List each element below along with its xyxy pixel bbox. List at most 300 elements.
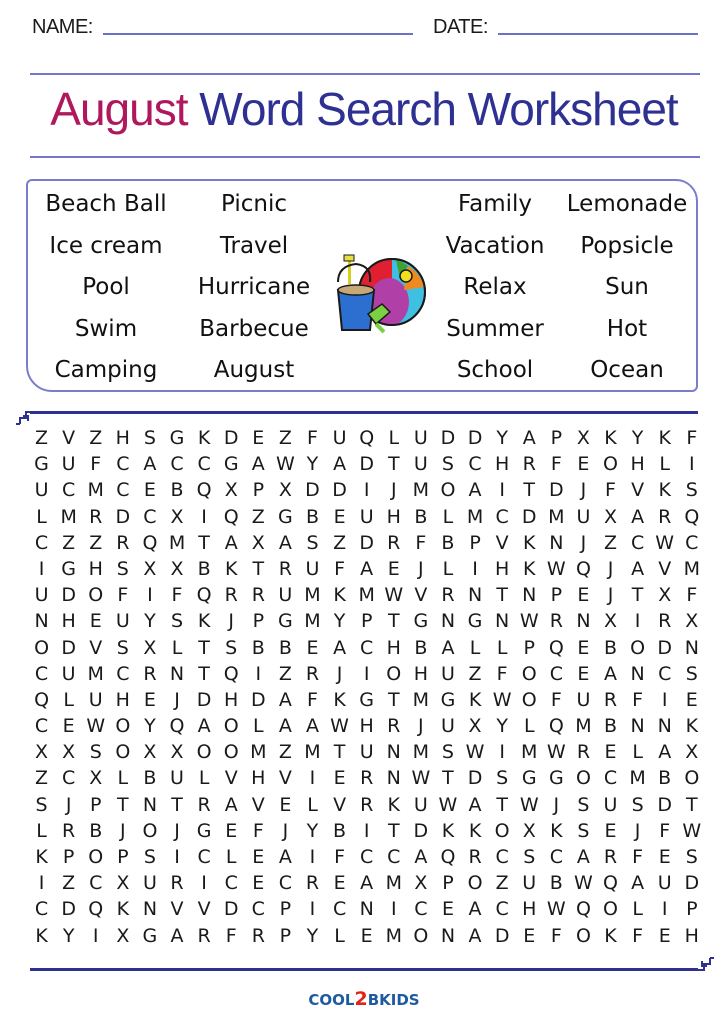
grid-letter[interactable]: T xyxy=(631,584,644,607)
grid-letter[interactable]: X xyxy=(35,741,49,764)
grid-letter[interactable]: R xyxy=(116,531,130,554)
grid-letter[interactable]: Q xyxy=(575,557,591,580)
grid-letter[interactable]: X xyxy=(89,767,103,790)
grid-letter[interactable]: I xyxy=(309,767,316,790)
grid-letter[interactable]: G xyxy=(223,453,239,476)
grid-letter[interactable]: B xyxy=(414,505,428,528)
grid-letter[interactable]: I xyxy=(661,898,668,921)
grid-letter[interactable]: E xyxy=(523,924,536,947)
grid-letter[interactable]: Q xyxy=(88,898,104,921)
grid-letter[interactable]: W xyxy=(546,741,566,764)
grid-letter[interactable]: F xyxy=(550,453,562,476)
grid-letter[interactable]: Q xyxy=(440,846,456,868)
grid-letter[interactable]: Y xyxy=(333,610,346,633)
grid-letter[interactable]: T xyxy=(252,557,265,580)
grid-letter[interactable]: T xyxy=(387,819,400,842)
grid-letter[interactable]: S xyxy=(496,767,509,790)
grid-letter[interactable]: K xyxy=(116,898,130,921)
grid-letter[interactable]: L xyxy=(442,505,454,528)
grid-letter[interactable]: D xyxy=(359,453,374,476)
grid-letter[interactable]: Z xyxy=(35,767,49,790)
grid-letter[interactable]: Z xyxy=(333,531,347,554)
grid-letter[interactable]: C xyxy=(62,479,76,502)
grid-letter[interactable]: M xyxy=(683,557,700,580)
grid-letter[interactable]: K xyxy=(468,819,482,842)
grid-letter[interactable]: Z xyxy=(278,662,292,685)
grid-letter[interactable]: B xyxy=(278,636,292,659)
grid-letter[interactable]: L xyxy=(388,427,400,449)
grid-letter[interactable]: L xyxy=(632,741,643,764)
grid-letter[interactable]: M xyxy=(250,741,267,764)
grid-letter[interactable]: A xyxy=(631,872,645,895)
grid-letter[interactable]: X xyxy=(143,636,157,659)
grid-letter[interactable]: H xyxy=(115,427,130,449)
grid-letter[interactable]: L xyxy=(171,636,183,659)
grid-letter[interactable]: U xyxy=(61,453,76,476)
grid-letter[interactable]: C xyxy=(116,479,130,502)
grid-letter[interactable]: M xyxy=(412,688,430,711)
grid-letter[interactable]: K xyxy=(604,924,617,947)
grid-letter[interactable]: X xyxy=(278,479,292,502)
grid-letter[interactable]: P xyxy=(117,846,129,868)
grid-letter[interactable]: R xyxy=(603,688,618,711)
grid-letter[interactable]: N xyxy=(359,898,374,921)
grid-letter[interactable]: X xyxy=(143,557,157,580)
grid-letter[interactable]: F xyxy=(415,531,427,554)
grid-letter[interactable]: V xyxy=(224,767,238,790)
grid-letter[interactable]: M xyxy=(87,662,104,685)
grid-letter[interactable]: A xyxy=(251,453,265,476)
grid-letter[interactable]: C xyxy=(34,898,49,921)
grid-letter[interactable]: C xyxy=(89,872,103,895)
grid-letter[interactable]: X xyxy=(62,741,76,764)
grid-letter[interactable]: N xyxy=(684,636,699,659)
grid-letter[interactable]: C xyxy=(197,453,211,476)
grid-letter[interactable]: Z xyxy=(604,531,618,554)
grid-letter[interactable]: K xyxy=(604,427,617,449)
grid-letter[interactable]: E xyxy=(387,557,400,580)
grid-letter[interactable]: G xyxy=(467,610,483,633)
grid-letter[interactable]: K xyxy=(523,531,536,554)
grid-letter[interactable]: H xyxy=(630,453,645,476)
grid-letter[interactable]: X xyxy=(522,819,536,842)
grid-letter[interactable]: G xyxy=(278,505,293,528)
grid-letter[interactable]: K xyxy=(658,427,671,449)
grid-letter[interactable]: U xyxy=(332,427,347,449)
grid-letter[interactable]: O xyxy=(115,741,131,764)
grid-letter[interactable]: Q xyxy=(223,505,239,528)
grid-letter[interactable]: Y xyxy=(306,819,319,842)
grid-letter[interactable]: T xyxy=(387,453,400,476)
grid-letter[interactable]: R xyxy=(658,610,672,633)
grid-letter[interactable]: S xyxy=(523,846,536,868)
grid-letter[interactable]: R xyxy=(251,924,265,947)
grid-letter[interactable]: P xyxy=(550,584,563,607)
grid-letter[interactable]: I xyxy=(309,898,316,921)
grid-letter[interactable]: Z xyxy=(35,427,49,449)
grid-letter[interactable]: E xyxy=(143,479,156,502)
grid-letter[interactable]: N xyxy=(142,898,158,921)
grid-letter[interactable]: N xyxy=(440,924,456,947)
grid-letter[interactable]: E xyxy=(333,767,346,790)
grid-letter[interactable]: D xyxy=(467,767,483,790)
grid-letter[interactable]: C xyxy=(387,846,401,868)
grid-letter[interactable]: E xyxy=(252,872,265,895)
grid-letter[interactable]: D xyxy=(549,479,564,502)
grid-letter[interactable]: D xyxy=(115,505,131,528)
grid-letter[interactable]: F xyxy=(90,453,102,476)
grid-letter[interactable]: C xyxy=(224,872,238,895)
grid-letter[interactable]: E xyxy=(89,610,102,633)
grid-letter[interactable]: S xyxy=(441,741,454,764)
grid-letter[interactable]: J xyxy=(607,557,614,580)
grid-letter[interactable]: Z xyxy=(468,662,482,685)
grid-letter[interactable]: N xyxy=(386,741,401,764)
grid-letter[interactable]: S xyxy=(116,557,129,580)
grid-letter[interactable]: E xyxy=(577,636,590,659)
grid-letter[interactable]: Z xyxy=(251,505,265,528)
grid-letter[interactable]: A xyxy=(278,715,292,738)
grid-letter[interactable]: W xyxy=(438,793,458,816)
grid-letter[interactable]: L xyxy=(117,767,129,790)
grid-letter[interactable]: M xyxy=(60,505,77,528)
date-field-line[interactable] xyxy=(498,33,698,35)
grid-letter[interactable]: C xyxy=(332,898,347,921)
grid-letter[interactable]: K xyxy=(658,479,671,502)
grid-letter[interactable]: O xyxy=(440,479,456,502)
grid-letter[interactable]: F xyxy=(225,924,237,947)
grid-letter[interactable]: L xyxy=(225,846,237,868)
grid-letter[interactable]: B xyxy=(305,505,319,528)
grid-letter[interactable]: F xyxy=(171,584,183,607)
grid-letter[interactable]: K xyxy=(35,924,48,947)
grid-letter[interactable]: F xyxy=(605,479,616,502)
grid-letter[interactable]: B xyxy=(333,819,347,842)
grid-letter[interactable]: A xyxy=(278,846,292,868)
grid-letter[interactable]: S xyxy=(143,427,156,449)
grid-letter[interactable]: M xyxy=(548,505,565,528)
grid-letter[interactable]: R xyxy=(387,715,401,738)
grid-letter[interactable]: K xyxy=(523,557,536,580)
grid-letter[interactable]: H xyxy=(251,767,266,790)
grid-letter[interactable]: Y xyxy=(631,427,644,449)
grid-letter[interactable]: E xyxy=(658,846,671,868)
grid-letter[interactable]: K xyxy=(333,688,346,711)
grid-letter[interactable]: S xyxy=(225,636,238,659)
grid-letter[interactable]: W xyxy=(411,767,431,790)
grid-letter[interactable]: O xyxy=(196,741,212,764)
grid-letter[interactable]: S xyxy=(116,636,129,659)
grid-letter[interactable]: X xyxy=(658,584,672,607)
grid-letter[interactable]: J xyxy=(65,793,72,816)
grid-letter[interactable]: E xyxy=(441,898,454,921)
grid-letter[interactable]: K xyxy=(224,557,238,580)
grid-letter[interactable]: Y xyxy=(144,610,156,633)
grid-letter[interactable]: L xyxy=(63,688,74,711)
grid-letter[interactable]: Q xyxy=(169,715,185,738)
grid-letter[interactable]: A xyxy=(576,846,590,868)
grid-letter[interactable]: W xyxy=(519,610,539,633)
grid-letter[interactable]: O xyxy=(575,924,591,947)
grid-letter[interactable]: A xyxy=(631,557,645,580)
grid-letter[interactable]: G xyxy=(196,819,212,842)
grid-letter[interactable]: M xyxy=(304,741,321,764)
grid-letter[interactable]: R xyxy=(278,557,292,580)
grid-letter[interactable]: O xyxy=(575,767,591,790)
grid-letter[interactable]: D xyxy=(521,505,537,528)
grid-letter[interactable]: X xyxy=(170,505,184,528)
grid-letter[interactable]: I xyxy=(363,662,370,685)
grid-letter[interactable]: P xyxy=(469,531,481,554)
grid-letter[interactable]: O xyxy=(521,662,537,685)
grid-letter[interactable]: U xyxy=(359,741,374,764)
grid-letter[interactable]: D xyxy=(250,688,266,711)
grid-letter[interactable]: X xyxy=(685,610,699,633)
grid-letter[interactable]: T xyxy=(523,479,536,502)
grid-letter[interactable]: H xyxy=(224,688,239,711)
grid-letter[interactable]: V xyxy=(251,793,265,816)
grid-letter[interactable]: R xyxy=(170,872,184,895)
grid-letter[interactable]: R xyxy=(305,872,320,895)
grid-letter[interactable]: N xyxy=(657,715,672,738)
grid-letter[interactable]: N xyxy=(169,662,185,685)
grid-letter[interactable]: U xyxy=(142,872,157,895)
grid-letter[interactable]: O xyxy=(630,636,646,659)
grid-letter[interactable]: H xyxy=(494,557,510,580)
grid-letter[interactable]: O xyxy=(494,819,510,842)
grid-letter[interactable]: L xyxy=(469,636,481,659)
grid-letter[interactable]: C xyxy=(360,846,374,868)
grid-letter[interactable]: J xyxy=(174,688,180,711)
grid-letter[interactable]: F xyxy=(632,846,644,868)
grid-letter[interactable]: T xyxy=(198,531,210,554)
grid-letter[interactable]: A xyxy=(333,453,347,476)
grid-letter[interactable]: O xyxy=(467,872,483,895)
grid-letter[interactable]: L xyxy=(36,505,47,528)
grid-letter[interactable]: N xyxy=(630,715,645,738)
grid-letter[interactable]: A xyxy=(468,793,482,816)
grid-letter[interactable]: J xyxy=(120,819,126,842)
grid-letter[interactable]: P xyxy=(360,610,373,633)
grid-letter[interactable]: M xyxy=(385,924,402,947)
grid-letter[interactable]: X xyxy=(576,427,590,449)
grid-letter[interactable]: U xyxy=(413,427,428,449)
grid-letter[interactable]: I xyxy=(472,557,478,580)
grid-letter[interactable]: K xyxy=(387,793,400,816)
grid-letter[interactable]: S xyxy=(631,793,644,816)
grid-letter[interactable]: O xyxy=(223,741,239,764)
grid-letter[interactable]: J xyxy=(607,584,614,607)
grid-letter[interactable]: O xyxy=(603,898,618,921)
grid-letter[interactable]: E xyxy=(360,924,373,947)
grid-letter[interactable]: H xyxy=(494,453,510,476)
grid-letter[interactable]: C xyxy=(495,846,509,868)
grid-letter[interactable]: M xyxy=(521,741,538,764)
grid-letter[interactable]: E xyxy=(62,715,75,738)
grid-letter[interactable]: R xyxy=(251,584,265,607)
grid-letter[interactable]: I xyxy=(255,662,262,685)
grid-letter[interactable]: N xyxy=(440,610,456,633)
grid-letter[interactable]: D xyxy=(223,427,239,449)
grid-letter[interactable]: M xyxy=(304,584,321,607)
grid-letter[interactable]: P xyxy=(686,898,698,921)
grid-letter[interactable]: M xyxy=(385,872,402,895)
grid-letter[interactable]: E xyxy=(577,453,590,476)
grid-letter[interactable]: K xyxy=(197,610,211,633)
grid-letter[interactable]: Z xyxy=(278,741,292,764)
grid-letter[interactable]: A xyxy=(631,505,645,528)
grid-letter[interactable]: B xyxy=(658,767,672,790)
grid-letter[interactable]: T xyxy=(442,767,454,790)
grid-letter[interactable]: J xyxy=(418,715,424,738)
grid-letter[interactable]: J xyxy=(336,662,343,685)
grid-letter[interactable]: Z xyxy=(89,531,103,554)
grid-letter[interactable]: I xyxy=(499,741,505,764)
grid-letter[interactable]: Q xyxy=(684,505,700,528)
grid-letter[interactable]: R xyxy=(197,924,211,947)
grid-letter[interactable]: R xyxy=(62,819,76,842)
grid-letter[interactable]: A xyxy=(414,846,428,868)
grid-letter[interactable]: D xyxy=(467,427,483,449)
grid-letter[interactable]: W xyxy=(546,898,566,921)
grid-letter[interactable]: R xyxy=(387,531,401,554)
grid-letter[interactable]: U xyxy=(170,767,184,790)
grid-letter[interactable]: C xyxy=(630,531,645,554)
grid-letter[interactable]: A xyxy=(658,741,672,764)
grid-letter[interactable]: H xyxy=(386,636,401,659)
grid-letter[interactable]: I xyxy=(147,584,153,607)
grid-letter[interactable]: E xyxy=(143,688,156,711)
grid-letter[interactable]: B xyxy=(441,531,455,554)
grid-letter[interactable]: Y xyxy=(496,427,508,449)
grid-letter[interactable]: I xyxy=(92,924,99,947)
grid-letter[interactable]: F xyxy=(117,584,129,607)
grid-letter[interactable]: J xyxy=(634,819,641,842)
grid-letter[interactable]: T xyxy=(496,793,508,816)
grid-letter[interactable]: L xyxy=(632,898,643,921)
grid-letter[interactable]: W xyxy=(384,584,404,607)
grid-letter[interactable]: B xyxy=(89,819,103,842)
grid-letter[interactable]: S xyxy=(577,793,590,816)
grid-letter[interactable]: N xyxy=(467,584,483,607)
grid-letter[interactable]: F xyxy=(686,584,698,607)
grid-letter[interactable]: E xyxy=(604,741,617,764)
grid-letter[interactable]: G xyxy=(142,924,158,947)
grid-letter[interactable]: Q xyxy=(196,479,212,502)
grid-letter[interactable]: V xyxy=(197,898,211,921)
grid-letter[interactable]: O xyxy=(34,636,50,659)
grid-letter[interactable]: X xyxy=(143,741,157,764)
grid-letter[interactable]: Q xyxy=(575,898,591,921)
grid-letter[interactable]: H xyxy=(522,898,537,921)
grid-letter[interactable]: X xyxy=(116,924,130,947)
grid-letter[interactable]: Y xyxy=(62,924,75,947)
grid-letter[interactable]: L xyxy=(442,557,454,580)
grid-letter[interactable]: V xyxy=(278,767,292,790)
grid-letter[interactable]: P xyxy=(90,793,102,816)
grid-letter[interactable]: T xyxy=(685,793,698,816)
grid-letter[interactable]: I xyxy=(201,505,207,528)
grid-letter[interactable]: A xyxy=(441,636,455,659)
grid-letter[interactable]: W xyxy=(519,793,539,816)
grid-letter[interactable]: C xyxy=(603,767,618,790)
grid-letter[interactable]: M xyxy=(304,610,321,633)
grid-letter[interactable]: C xyxy=(549,846,563,868)
grid-letter[interactable]: U xyxy=(440,715,455,738)
grid-letter[interactable]: X xyxy=(224,479,238,502)
grid-letter[interactable]: I xyxy=(38,557,45,580)
grid-letter[interactable]: F xyxy=(550,688,562,711)
grid-letter[interactable]: R xyxy=(441,584,455,607)
grid-letter[interactable]: E xyxy=(333,505,346,528)
grid-letter[interactable]: E xyxy=(306,636,319,659)
grid-letter[interactable]: I xyxy=(174,846,180,868)
grid-letter[interactable]: Z xyxy=(278,427,292,449)
grid-letter[interactable]: M xyxy=(575,715,592,738)
grid-letter[interactable]: W xyxy=(546,557,566,580)
grid-letter[interactable]: M xyxy=(358,584,375,607)
grid-letter[interactable]: N xyxy=(522,584,537,607)
grid-letter[interactable]: B xyxy=(603,636,618,659)
grid-letter[interactable]: D xyxy=(494,924,510,947)
grid-letter[interactable]: E xyxy=(252,427,265,449)
grid-letter[interactable]: M xyxy=(629,767,646,790)
grid-letter[interactable]: C xyxy=(197,846,211,868)
grid-letter[interactable]: Q xyxy=(359,427,375,449)
grid-letter[interactable]: C xyxy=(549,662,563,685)
grid-letter[interactable]: I xyxy=(634,610,641,633)
grid-letter[interactable]: C xyxy=(34,715,49,738)
grid-letter[interactable]: U xyxy=(413,793,428,816)
grid-letter[interactable]: G xyxy=(278,610,293,633)
grid-letter[interactable]: O xyxy=(115,715,131,738)
grid-letter[interactable]: H xyxy=(61,610,76,633)
grid-letter[interactable]: N xyxy=(576,610,591,633)
grid-letter[interactable]: B xyxy=(603,715,618,738)
grid-letter[interactable]: U xyxy=(657,872,672,895)
grid-letter[interactable]: S xyxy=(685,662,698,685)
grid-letter[interactable]: G xyxy=(34,453,49,476)
grid-letter[interactable]: D xyxy=(61,584,76,607)
grid-letter[interactable]: G xyxy=(169,427,185,449)
grid-letter[interactable]: H xyxy=(88,557,103,580)
grid-letter[interactable]: T xyxy=(117,793,129,816)
grid-letter[interactable]: G xyxy=(61,557,76,580)
grid-letter[interactable]: R xyxy=(522,453,536,476)
grid-letter[interactable]: V xyxy=(62,427,76,449)
grid-letter[interactable]: U xyxy=(278,584,293,607)
grid-letter[interactable]: B xyxy=(197,557,211,580)
grid-letter[interactable]: U xyxy=(413,453,428,476)
grid-letter[interactable]: D xyxy=(305,479,320,502)
grid-letter[interactable]: R xyxy=(576,741,591,764)
grid-letter[interactable]: L xyxy=(198,767,210,790)
grid-letter[interactable]: U xyxy=(522,872,537,895)
grid-letter[interactable]: A xyxy=(333,636,347,659)
grid-letter[interactable]: O xyxy=(684,767,700,790)
grid-letter[interactable]: D xyxy=(657,793,673,816)
grid-letter[interactable]: M xyxy=(466,505,484,528)
grid-letter[interactable]: Y xyxy=(306,924,319,947)
grid-letter[interactable]: H xyxy=(684,924,699,947)
grid-letter[interactable]: C xyxy=(468,453,482,476)
grid-letter[interactable]: L xyxy=(253,715,264,738)
grid-letter[interactable]: U xyxy=(61,662,76,685)
grid-letter[interactable]: I xyxy=(390,898,397,921)
grid-letter[interactable]: F xyxy=(334,846,346,868)
grid-letter[interactable]: T xyxy=(171,793,183,816)
grid-letter[interactable]: Q xyxy=(548,636,564,659)
